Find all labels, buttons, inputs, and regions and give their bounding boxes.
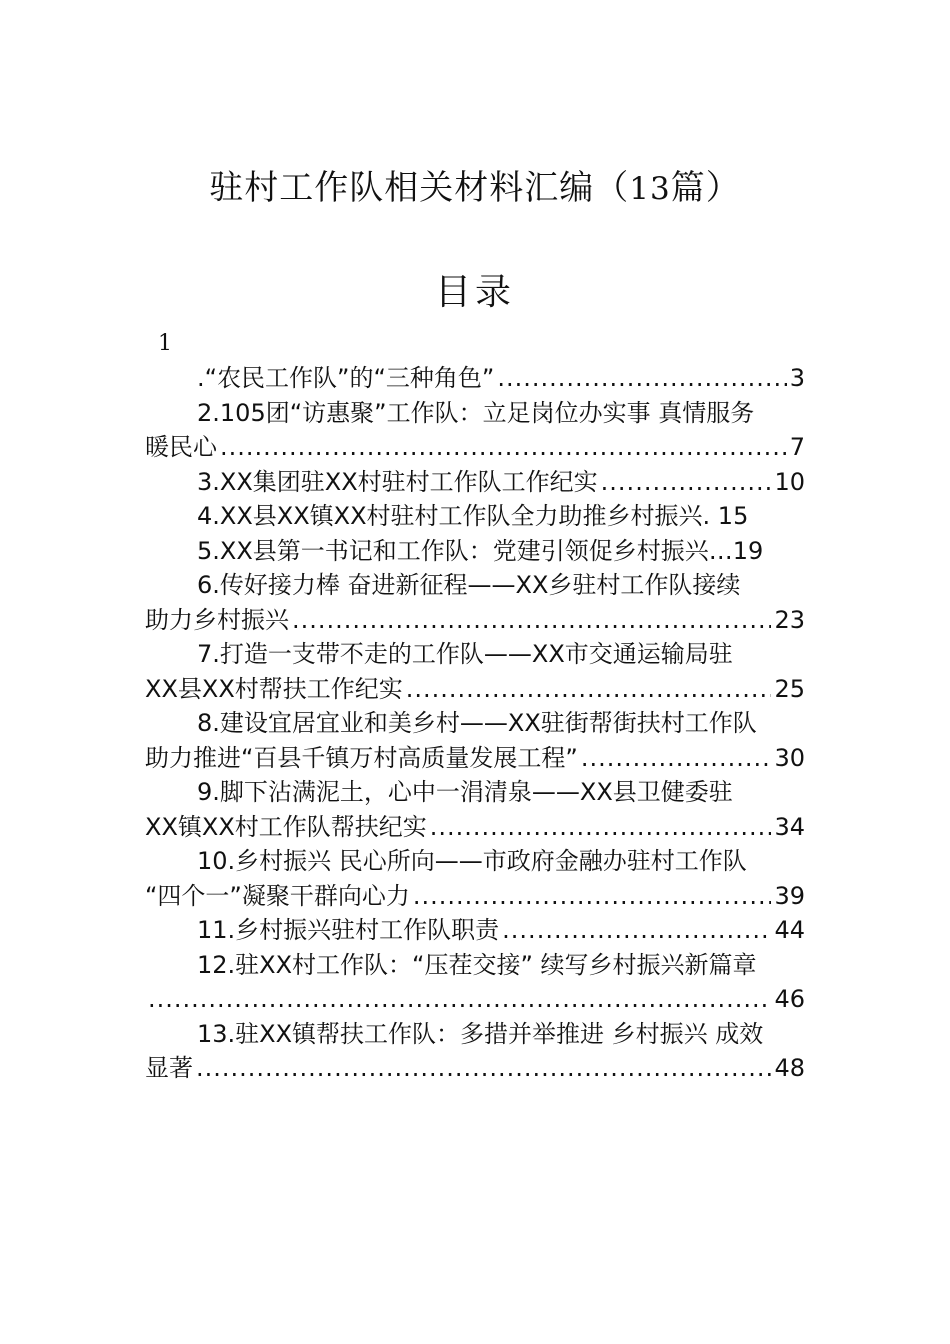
toc-page-number: 34: [774, 812, 805, 841]
toc-dot-leader: [581, 741, 772, 776]
toc-entry-line: [145, 672, 805, 707]
toc-entry-title: 显著: [145, 1054, 193, 1082]
toc-entry[interactable]: [145, 465, 805, 500]
toc-entry[interactable]: [145, 637, 805, 706]
title-prefix: 驻村工作队相关材料汇编（: [209, 168, 630, 208]
toc-entry-line: [145, 948, 805, 983]
toc-entry[interactable]: [145, 706, 805, 775]
toc-entry-line: [145, 706, 805, 741]
toc-entry-title: 助力乡村振兴: [145, 605, 289, 634]
toc-entry-title: 13.驻XX镇帮扶工作队：多措并举推进 乡村振兴 成效: [197, 1019, 764, 1048]
toc-entry-title: 10.乡村振兴 民心所向——市政府金融办驻村工作队: [197, 847, 747, 875]
toc-entry-title: XX镇XX村工作队帮扶纪实: [145, 812, 427, 841]
toc-entry-line: [145, 810, 805, 845]
toc-entry-line: [145, 637, 805, 672]
toc-entry[interactable]: [145, 844, 805, 913]
toc-entry-title: 4.XX县XX镇XX村驻村工作队全力助推乡村振兴. 15: [197, 502, 749, 530]
toc-entry-line: [145, 879, 805, 914]
toc-page-number: 44: [774, 916, 805, 944]
toc-entry-line: [145, 396, 805, 431]
toc-entry-title: 助力推进“百县千镇万村高质量发展工程”: [145, 743, 578, 772]
toc-entry-line: [145, 741, 805, 776]
document-title: [0, 166, 950, 211]
toc-page-number: 46: [774, 985, 805, 1013]
title-number: 13: [629, 171, 671, 207]
toc-entry-line: [145, 1017, 805, 1052]
toc-entry-title: 6.传好接力棒 奋进新征程——XX乡驻村工作队接续: [197, 571, 741, 599]
toc-entry-line: [145, 499, 805, 534]
toc-entry-title: 暖民心: [145, 433, 217, 461]
toc-entry[interactable]: [145, 568, 805, 637]
toc-dot-leader: [601, 465, 772, 500]
toc-page-number: 3: [789, 364, 805, 392]
toc-entry-line: [145, 465, 805, 500]
title-suffix: 篇）: [670, 168, 741, 208]
toc-dot-leader: [430, 810, 772, 845]
toc-entry[interactable]: [145, 499, 805, 534]
toc-entry-title: 3.XX集团驻XX村驻村工作队工作纪实: [197, 467, 598, 496]
toc-entry-line: [145, 775, 805, 810]
toc-entry-line: [145, 913, 805, 948]
toc-entry-line: [145, 982, 805, 1017]
toc-entry[interactable]: [145, 1017, 805, 1086]
toc-dot-leader: [406, 672, 772, 707]
toc-entry-title: .“农民工作队”的“三种角色”: [197, 364, 495, 392]
toc-entry-title: 12.驻XX村工作队：“压茬交接” 续写乡村振兴新篇章: [197, 950, 757, 979]
toc-page-number: 10: [774, 467, 805, 496]
toc-entry-line: [145, 430, 805, 465]
toc-page-number: 25: [774, 674, 805, 703]
toc-entry-title: 2.105团“访惠聚”工作队：立足岗位办实事 真情服务: [197, 398, 755, 427]
toc-entry[interactable]: [145, 361, 805, 396]
toc-dot-leader: [497, 361, 786, 396]
table-of-contents: [145, 361, 805, 1086]
toc-page-number: 48: [774, 1054, 805, 1082]
toc-entry-line: [145, 568, 805, 603]
toc-page-number: 7: [789, 433, 805, 461]
toc-dot-leader: [148, 982, 771, 1017]
toc-entry[interactable]: [145, 913, 805, 948]
toc-page-number: 39: [774, 881, 805, 910]
toc-heading: 目录: [434, 272, 515, 313]
toc-entry-line: [145, 1051, 805, 1086]
toc-entry-line: [145, 603, 805, 638]
toc-dot-leader: [220, 430, 787, 465]
toc-entry-line: [145, 534, 805, 569]
toc-dot-leader: [292, 603, 771, 638]
toc-dot-leader: [502, 913, 771, 948]
toc-entry[interactable]: [145, 775, 805, 844]
toc-entry-title: 5.XX县第一书记和工作队：党建引领促乡村振兴…19: [197, 536, 764, 565]
toc-dot-leader: [413, 879, 772, 914]
toc-entry-title: 8.建设宜居宜业和美乡村——XX驻街帮街扶村工作队: [197, 709, 757, 737]
toc-page-number: 23: [774, 605, 805, 634]
toc-lead-number: 1: [158, 331, 172, 356]
toc-entry-title: 9.脚下沾满泥土，心中一涓清泉——XX县卫健委驻: [197, 778, 733, 806]
toc-entry[interactable]: [145, 948, 805, 1017]
toc-entry-line: [145, 844, 805, 879]
toc-entry-title: XX县XX村帮扶工作纪实: [145, 674, 403, 703]
toc-page-number: 30: [774, 743, 805, 772]
toc-entry-title: 11.乡村振兴驻村工作队职责: [197, 916, 500, 944]
toc-entry[interactable]: [145, 534, 805, 569]
toc-dot-leader: [196, 1051, 771, 1086]
toc-entry-title: 7.打造一支带不走的工作队——XX市交通运输局驻: [197, 640, 733, 668]
toc-entry-line: [145, 361, 805, 396]
toc-entry-title: “四个一”凝聚干群向心力: [145, 881, 410, 910]
toc-entry[interactable]: [145, 396, 805, 465]
